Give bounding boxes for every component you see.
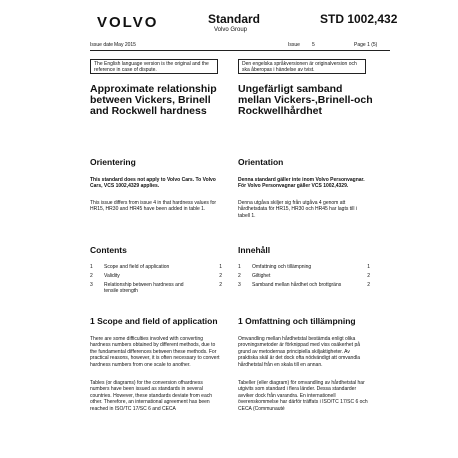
scope-heading-sv: 1 Omfattning och tillämpning — [238, 316, 356, 326]
scope-text-sv-1: Omvandling mellan hårdhetstal bestämda enligt olika provningsmetoder är förknippad med viss osäkerhet på grund av metodernas principiella skiljaktigheter. Av praktiska skäl är det dock ofta nödvändigt att omvandla hårdhetstal från en skala till en annan. — [238, 336, 361, 368]
standard-number: STD 1002,432 — [320, 12, 398, 26]
issue-label: Issue — [288, 42, 300, 48]
issue-number: 5 — [312, 42, 315, 48]
orientation-text-sv: Denna utgåva skiljer sig från utgåva 4 genom att hårdhetsdata för HR15, HR30 och HR45 har lagts till i tabell 1. — [238, 200, 357, 219]
toc-item[interactable] — [238, 264, 370, 272]
orientation-bold-sv: Denna standard gäller inte inom Volvo Personvagnar. För Volvo Personvagnar gäller VCS 1002,4329. — [238, 177, 365, 190]
note-english: The English language version is the original and the reference in case of dispute. — [90, 59, 218, 74]
toc-title: Validity — [104, 273, 120, 279]
toc-item[interactable] — [238, 273, 370, 281]
standard-label: Standard — [208, 12, 261, 26]
issue-date: May 2015 — [114, 42, 136, 48]
contents-heading-en: Contents — [90, 245, 127, 255]
toc-number: 1 — [90, 264, 93, 270]
scope-heading-en: 1 Scope and field of application — [90, 316, 218, 326]
toc-page: 2 — [367, 273, 370, 279]
toc-number: 2 — [90, 273, 93, 279]
toc-page: 2 — [367, 282, 370, 288]
orientation-heading-sv: Orientation — [238, 157, 284, 167]
toc-number: 1 — [238, 264, 241, 270]
toc-item[interactable] — [90, 264, 222, 272]
contents-heading-sv: Innehåll — [238, 245, 271, 255]
title-english: Approximate relationship between Vickers, Brinell and Rockwell hardness — [90, 83, 217, 117]
orientation-bold-en: This standard does not apply to Volvo Cars. To Volvo Cars, VCS 1002,4329 applies. — [90, 177, 216, 190]
toc-item[interactable] — [90, 282, 222, 296]
toc-title: Giltighet — [252, 273, 271, 279]
toc-page: 2 — [219, 282, 222, 288]
toc-number: 2 — [238, 273, 241, 279]
scope-text-en-2: Tables (or diagrams) for the conversion ofhardness numbers have been issued as standards in several countries. However, these standards deviate from each other. Therefore, an international agreement has been reached in ISO/TC 17/SC 6 and CECA — [90, 380, 213, 412]
scope-text-en-1: There are some difficulties involved with converting hardness numbers obtained by different methods, due to the fundamental differences between these methods. For practical reasons, however, it is often necessary to convert hardness numbers from one scale to another. — [90, 336, 220, 368]
header-divider — [90, 50, 390, 51]
scope-text-sv-2: Tabeller (eller diagram) för omvandling av hårdhetstal har utgivits som standard i flera länder. Dessa standarder avviker dock från varandra. En internationell överenskommelse har därför träffats i ISO/TC 17/SC 6 och CECA (Communauté — [238, 380, 368, 412]
toc-number: 3 — [90, 282, 93, 288]
toc-title: Relationship between hardness and tensile strength — [104, 282, 184, 294]
volvo-logo: VOLVO — [97, 14, 159, 31]
note-swedish: Den engelska språkversionen är originalversion och ska åberopas i händelse av tvist. — [238, 59, 366, 74]
toc-item[interactable] — [90, 273, 222, 281]
toc-page: 1 — [219, 264, 222, 270]
toc-title: Scope and field of application — [104, 264, 170, 270]
toc-item[interactable] — [238, 282, 370, 296]
orientation-text-en: This issue differs from issue 4 in that hardness values for HR15, HR30 and HR45 have been added in table 1. — [90, 200, 217, 213]
title-swedish: Ungefärligt samband mellan Vickers-,Brinell-och Rockwellhårdhet — [238, 83, 373, 117]
toc-number: 3 — [238, 282, 241, 288]
issue-date-label: Issue date — [90, 42, 114, 48]
toc-title: Omfattning och tillämpning — [252, 264, 312, 270]
group-label: Volvo Group — [214, 27, 248, 33]
page-number: Page 1 (5) — [354, 42, 378, 48]
orientation-heading-en: Orientering — [90, 157, 136, 167]
toc-page: 1 — [367, 264, 370, 270]
toc-page: 2 — [219, 273, 222, 279]
toc-title: Samband mellan hårdhet och brottgräns — [252, 282, 342, 288]
